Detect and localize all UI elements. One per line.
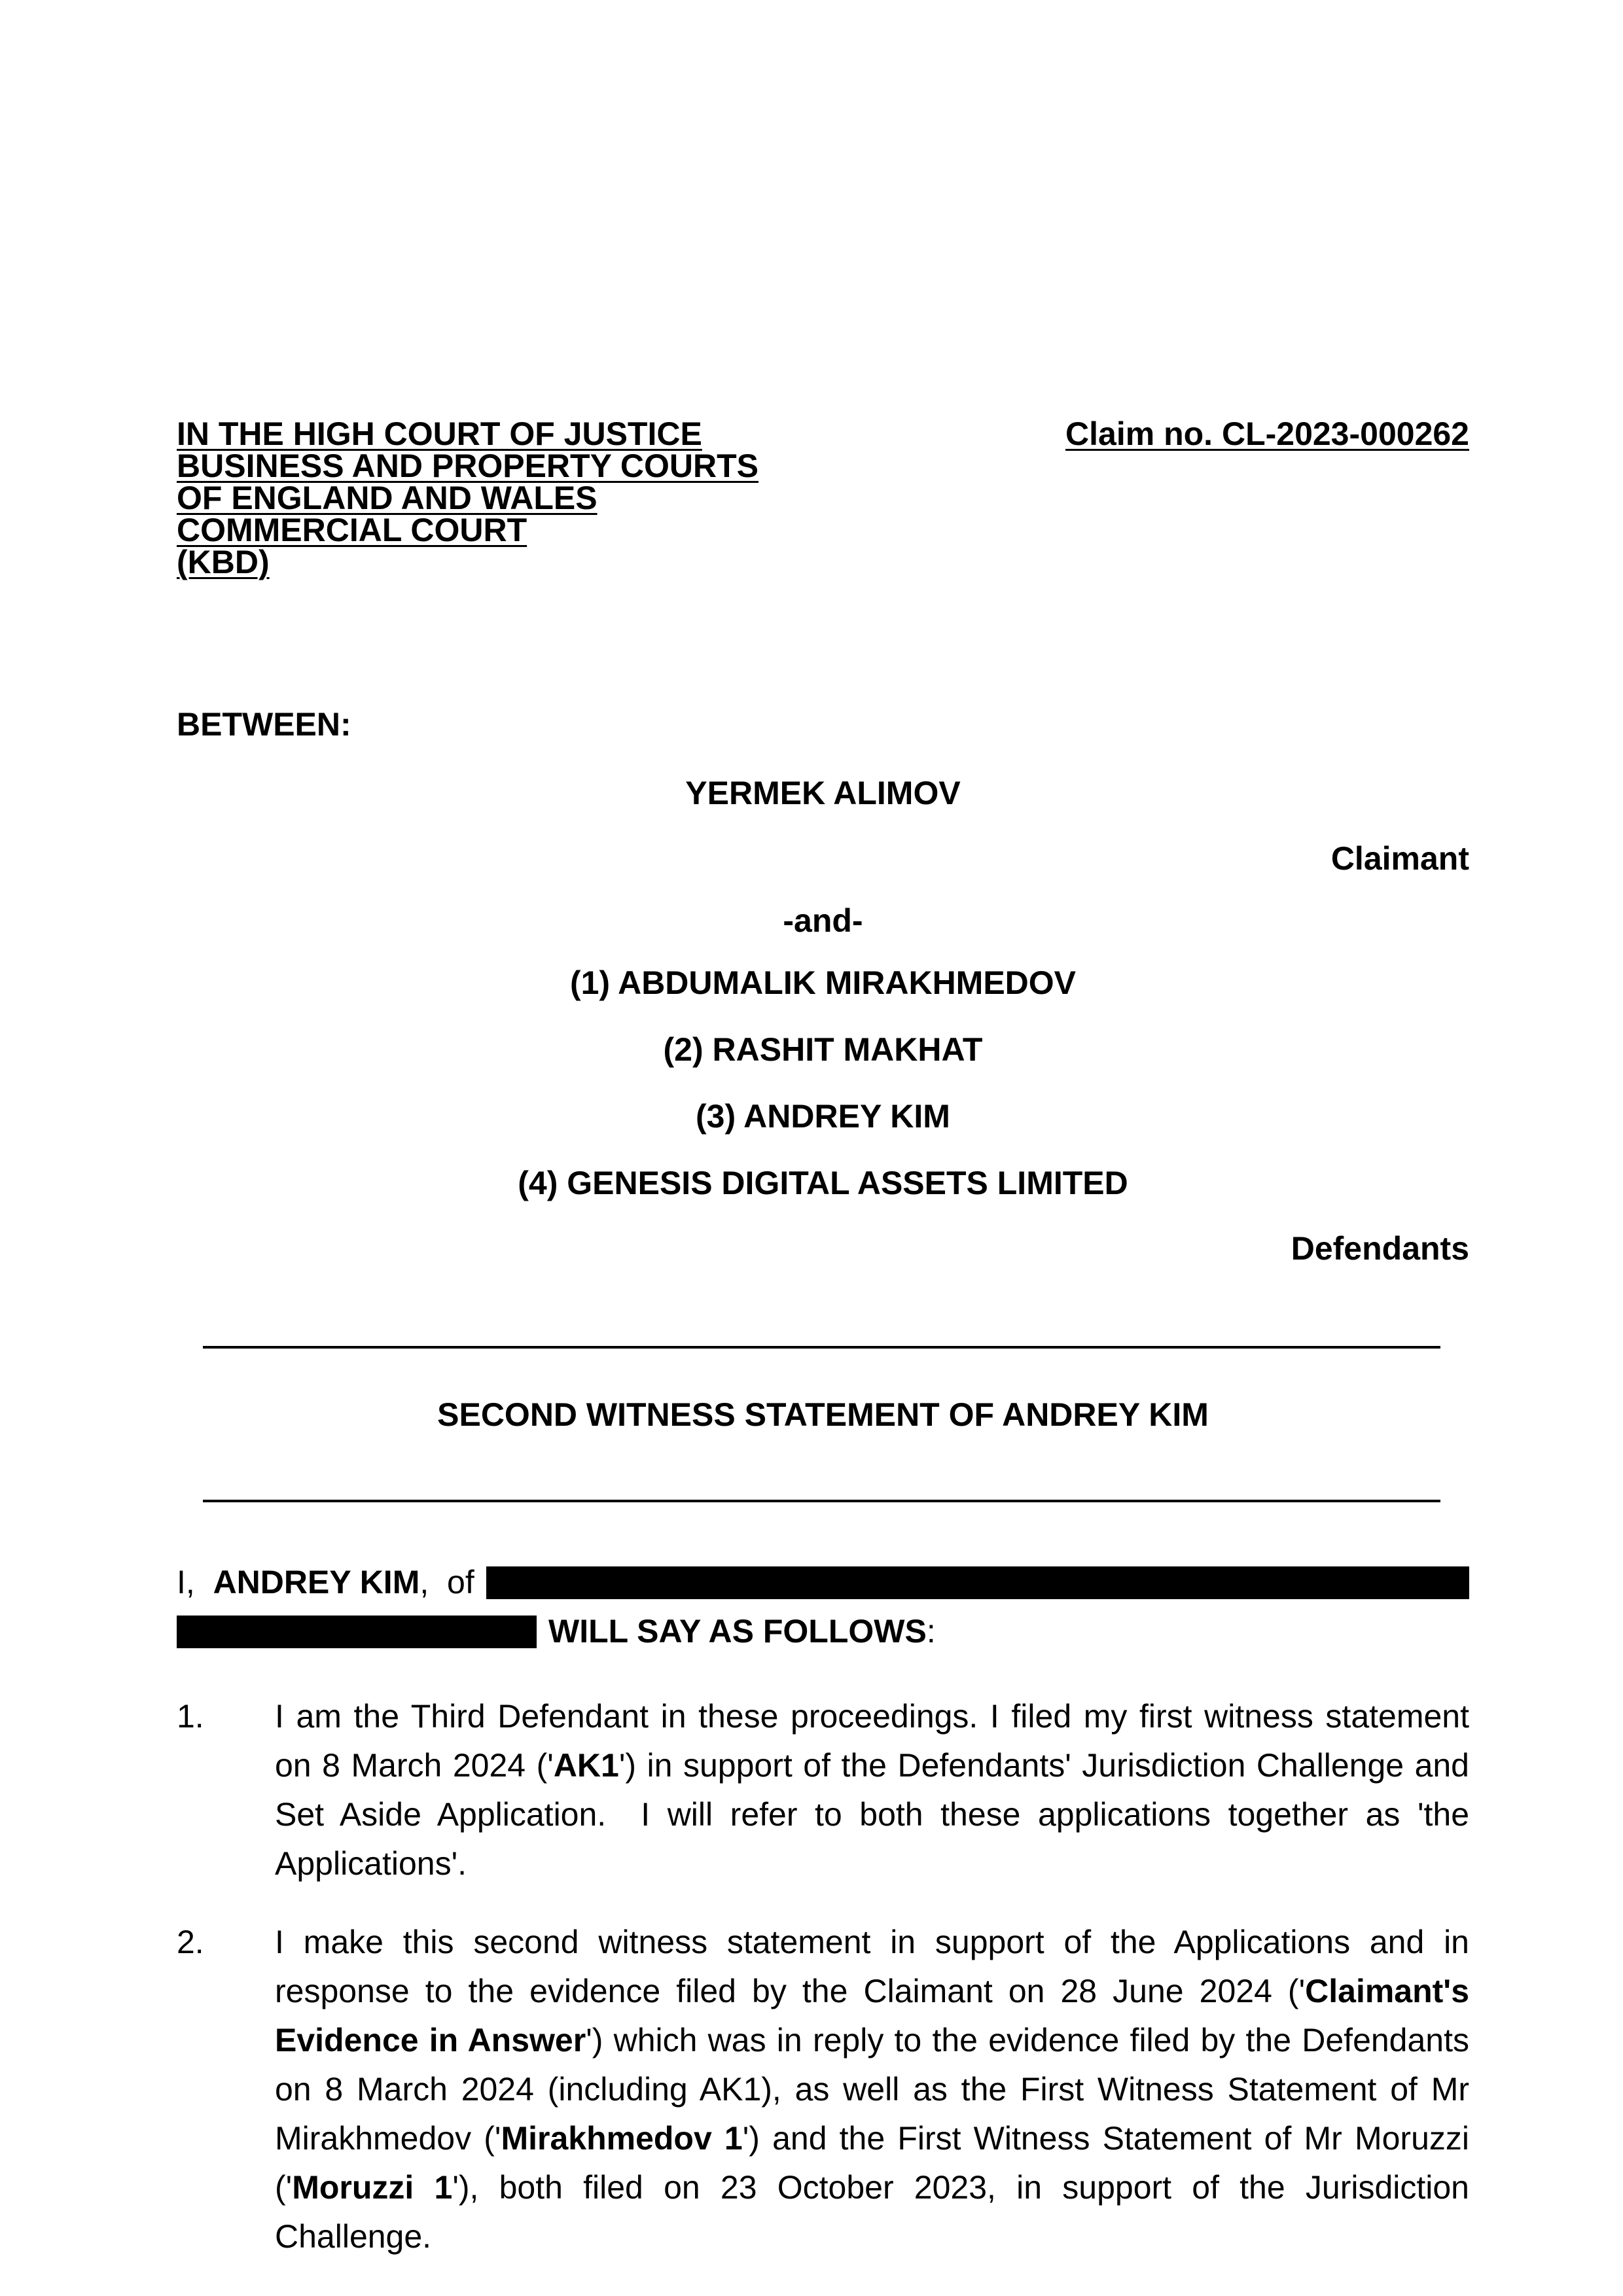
statement-title: SECOND WITNESS STATEMENT OF ANDREY KIM (437, 1396, 1209, 1433)
and-separator: -and- (783, 902, 863, 939)
separator-rule-top (203, 1346, 1440, 1349)
defendants-role-label: Defendants (1291, 1230, 1469, 1267)
defendant-name: (3) ANDREY KIM (696, 1098, 950, 1135)
claimant-name: YERMEK ALIMOV (685, 775, 961, 811)
intro-line-1 (177, 1558, 1469, 1607)
intro-text: I, ANDREY KIM, of (177, 1564, 474, 1600)
intro-text: WILL SAY AS FOLLOWS: (548, 1613, 936, 1650)
claimant-role-label: Claimant (1330, 840, 1469, 877)
intro-line-2 (177, 1607, 1469, 1656)
redaction-bar (177, 1616, 537, 1648)
defendant-name: (1) ABDUMALIK MIRAKHMEDOV (569, 964, 1077, 1001)
paragraph-number: 1. (177, 1698, 204, 1735)
paragraph (177, 1918, 1469, 2261)
paragraph-number: 2. (177, 1924, 204, 1960)
court-name-line: BUSINESS AND PROPERTY COURTS (177, 448, 759, 484)
defendant-name: (4) GENESIS DIGITAL ASSETS LIMITED (518, 1165, 1128, 1201)
separator-rule-bottom (203, 1500, 1440, 1502)
court-name-line: (KBD) (177, 544, 270, 580)
paragraph-body: I am the Third Defendant in these proceedings. I filed my first witness statement on 8 March 2024 ('AK1') in support of the Defendants' Jurisdiction Challenge and Set Aside Application. I will refer to both these applications together as 'the Applications'. (275, 1698, 1469, 1882)
court-name-line: IN THE HIGH COURT OF JUSTICE (177, 415, 702, 452)
court-name-block (177, 415, 759, 580)
document-content (0, 415, 1623, 2261)
court-name-line: OF ENGLAND AND WALES (177, 480, 597, 516)
between-label: BETWEEN: (177, 706, 351, 743)
claim-number: Claim no. CL-2023-000262 (1065, 415, 1469, 452)
paragraph-body: I make this second witness statement in support of the Applications and in response to the evidence filed by the Claimant on 28 June 2024 ('Claimant's Evidence in Answer') which was in reply to the evidence filed by the Defendants on 8 March 2024 (including AK1), as well as the First Witness Statement of Mr Mirakhmedov ('Mirakhmedov 1') and the First Witness Statement of Mr Moruzzi ('Moruzzi 1'), both filed on 23 October 2023, in support of the Jurisdiction Challenge. (275, 1924, 1469, 2255)
court-name-line: COMMERCIAL COURT (177, 512, 527, 548)
defendant-name: (2) RASHIT MAKHAT (663, 1031, 983, 1068)
paragraph (177, 1692, 1469, 1888)
document-header (177, 415, 1469, 580)
redaction-bar (486, 1566, 1469, 1599)
